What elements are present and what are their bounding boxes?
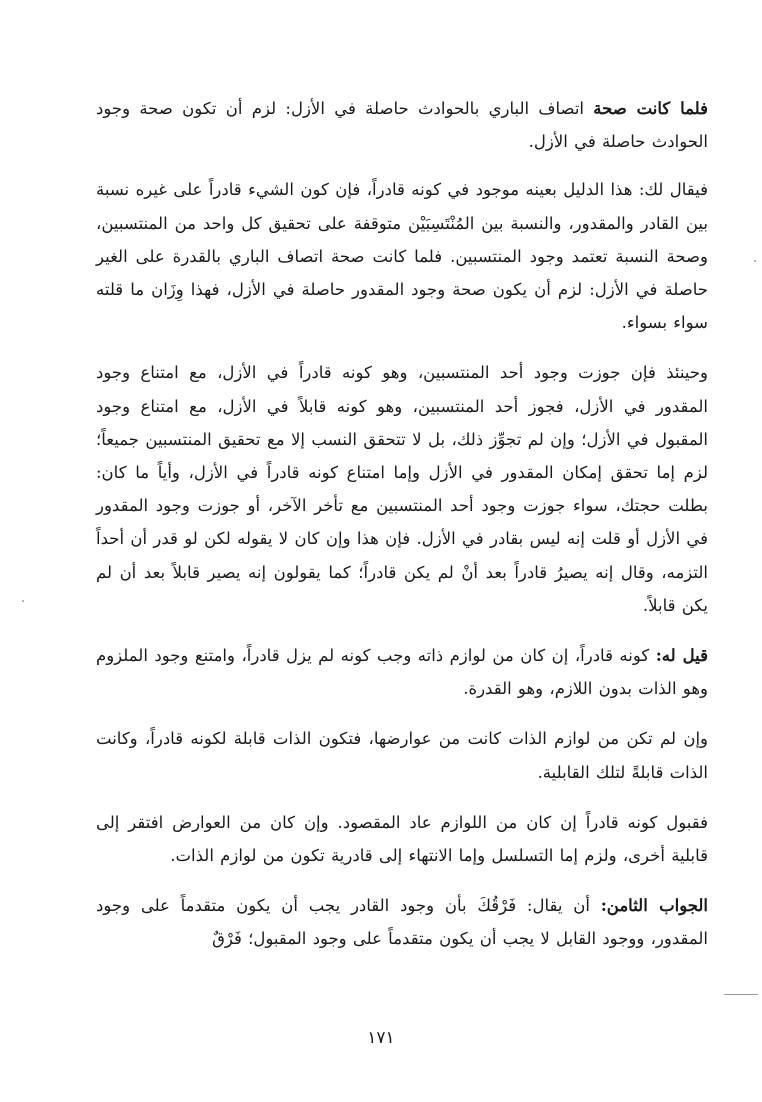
paragraph-text: كونه قادراً، إن كان من لوازم ذاته وجب كونه لم يزل قادراً، وامتنع وجود الملزوم وهو الذات بدون اللازم، وهو القدرة.	[96, 646, 708, 699]
paragraph-text: فقبول كونه قادراً إن كان من اللوازم عاد المقصود. وإن كان من العوارض افتقر إلى قابلية أخرى، ولزم إما التسلسل وإما الانتهاء إلى قادرية تكون من لوازم الذات.	[96, 812, 708, 866]
paragraph-lead: فلما كانت صحة	[593, 99, 708, 118]
paragraph-text: اتصاف الباري بالحوادث حاصلة في الأزل: لزم أن تكون صحة وجود الحوادث حاصلة في الأزل.	[96, 99, 708, 152]
paragraph-2	[96, 173, 708, 339]
page-number: ١٧١	[367, 1028, 395, 1048]
margin-speck	[754, 260, 756, 262]
paragraph-7	[96, 889, 708, 955]
paragraph-text: وحينئذ فإن جوزت وجود أحد المنتسبين، وهو كونه قادراً في الأزل، مع امتناع وجود المقدور في الأزل، فجوز أحد المنتسبين، وهو كونه قابلاً في الأزل، مع امتناع وجود المقبول في الأزل؛ وإن لم تجوِّز ذلك، بل لا تتحقق النسب إلا مع تحقيق المنتسبين جميعاً؛ لزم إما تحقق إمكان المقدور في الأزل وإما امتناع كونه قادراً في الأزل، وأياً ما كان: بطلت حجتك، سواء جوزت وجود أحد المنتسبين مع تأخر الآخر، أو جوزت وجود المقدور في الأزل أو قلت إنه ليس بقادر في الأزل. فإن هذا وإن كان لا يقوله لكن لو قدر أن أحداً التزمه، وقال إنه يصيرُ قادراً بعد أنْ لم يكن قادراً؛ كما يقولون إنه يصير قابلاً بعد أن لم يكن قابلاً.	[96, 363, 709, 615]
paragraph-lead: الجواب الثامن:	[600, 896, 708, 916]
paragraph-5	[96, 722, 708, 788]
paragraph-1	[96, 92, 708, 158]
paragraph-6	[96, 806, 708, 872]
margin-speck	[22, 600, 24, 602]
paragraph-text: فيقال لك: هذا الدليل بعينه موجود في كونه قادراً، فإن كون الشيء قادراً على غيره نسبة بين القادر والمقدور، والنسبة بين المُنْتَسِبَيْن متوقفة على تحقيق كل واحد من المنتسبين، وصحة النسبة تعتمد وجود المنتسبين. فلما كانت صحة اتصاف الباري بالقدرة على الغير حاصلة في الأزل: لزم أن يكون صحة وجود المقدور حاصلة في الأزل، فهذا وِزَان ما قلته سواء بسواء.	[96, 180, 708, 333]
paragraph-3	[96, 356, 708, 622]
paragraph-text: وإن لم تكن من لوازم الذات كانت من عوارضها، فتكون الذات قابلة لكونه قادراً، وكانت الذات قابلةً لتلك القابلية.	[96, 729, 708, 782]
paragraph-text: أن يقال: فَرْقُكَ بأن وجود القادر يجب أن يكون متقدماً على وجود المقدور، ووجود القابل لا يجب أن يكون متقدماً على وجود المقبول؛ فَرْقٌ	[96, 896, 708, 949]
document-page	[96, 92, 708, 971]
paragraph-lead: قيل له:	[655, 646, 709, 666]
margin-rule	[724, 994, 758, 995]
paragraph-4	[96, 639, 708, 705]
